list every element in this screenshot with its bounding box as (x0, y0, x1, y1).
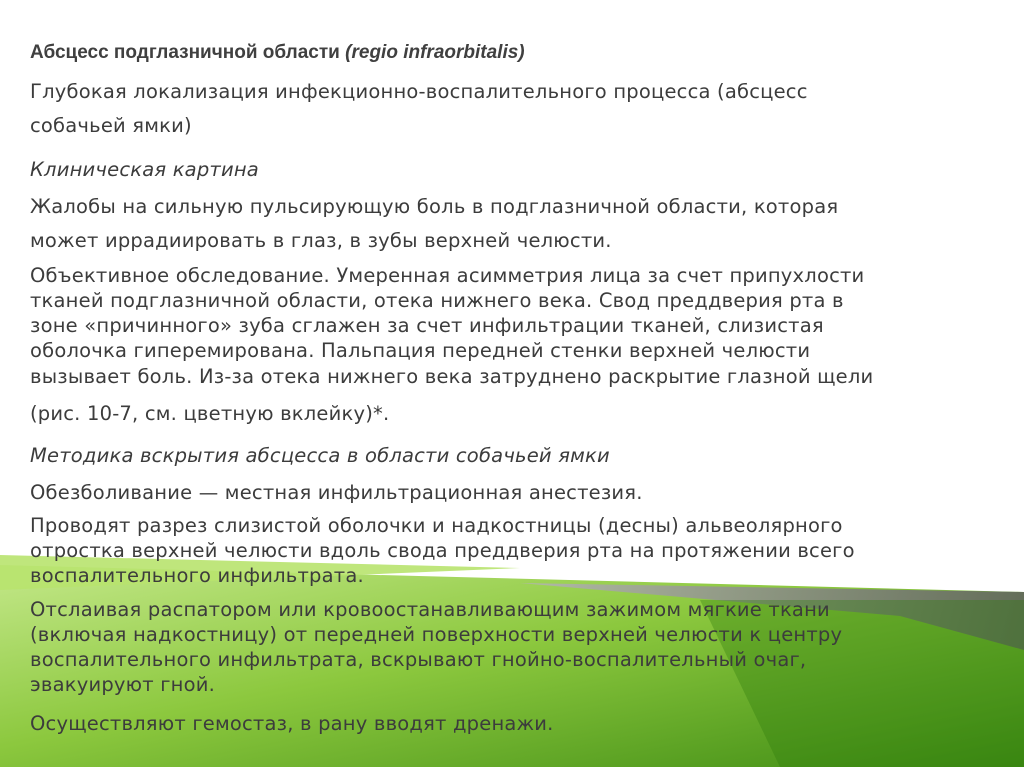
text-line: тканей подглазничной области, отека нижнего века. Свод преддверия рта в (30, 289, 844, 312)
text-line: может иррадиировать в глаз, в зубы верхней челюсти. (30, 229, 612, 252)
title-main: Абсцесс подглазничной области (30, 42, 340, 63)
text-line: Объективное обследование. Умеренная асимметрия лица за счет припухлости (30, 264, 865, 287)
text-line: Осуществляют гемостаз, в рану вводят дренажи. (30, 712, 554, 735)
text-line: (рис. 10-7, см. цветную вклейку)*. (30, 402, 390, 425)
text-line: оболочка гиперемирована. Пальпация передней стенки верхней челюсти (30, 339, 811, 362)
text-line: зоне «причинного» зуба сглажен за счет инфильтрации тканей, слизистая (30, 314, 824, 337)
text-line: Проводят разрез слизистой оболочки и надкостницы (десны) альвеолярного (30, 514, 843, 537)
text-line: собачьей ямки) (30, 114, 192, 137)
text-line: воспалительного инфильтрата, вскрывают гнойно-воспалительный очаг, (30, 648, 807, 671)
text-line: воспалительного инфильтрата. (30, 564, 364, 587)
text-line: Глубокая локализация инфекционно-воспалительного процесса (абсцесс (30, 80, 808, 103)
section-heading: Клиническая картина (30, 158, 259, 181)
text-line: отростка верхней челюсти вдоль свода преддверия рта на протяжении всего (30, 539, 855, 562)
text-line: вызывает боль. Из-за отека нижнего века затруднено раскрытие глазной щели (30, 365, 874, 388)
slide-title (30, 42, 525, 64)
text-line: (включая надкостницу) от передней поверхности верхней челюсти к центру (30, 623, 843, 646)
text-line: Жалобы на сильную пульсирующую боль в подглазничной области, которая (30, 195, 839, 218)
text-line: Отслаивая распатором или кровоостанавливающим зажимом мягкие ткани (30, 598, 830, 621)
text-line: Обезболивание — местная инфильтрационная анестезия. (30, 481, 643, 504)
text-line: эвакуируют гной. (30, 673, 216, 696)
section-heading: Методика вскрытия абсцесса в области собачьей ямки (30, 444, 610, 467)
title-latin: (regio infraorbitalis) (345, 42, 525, 63)
